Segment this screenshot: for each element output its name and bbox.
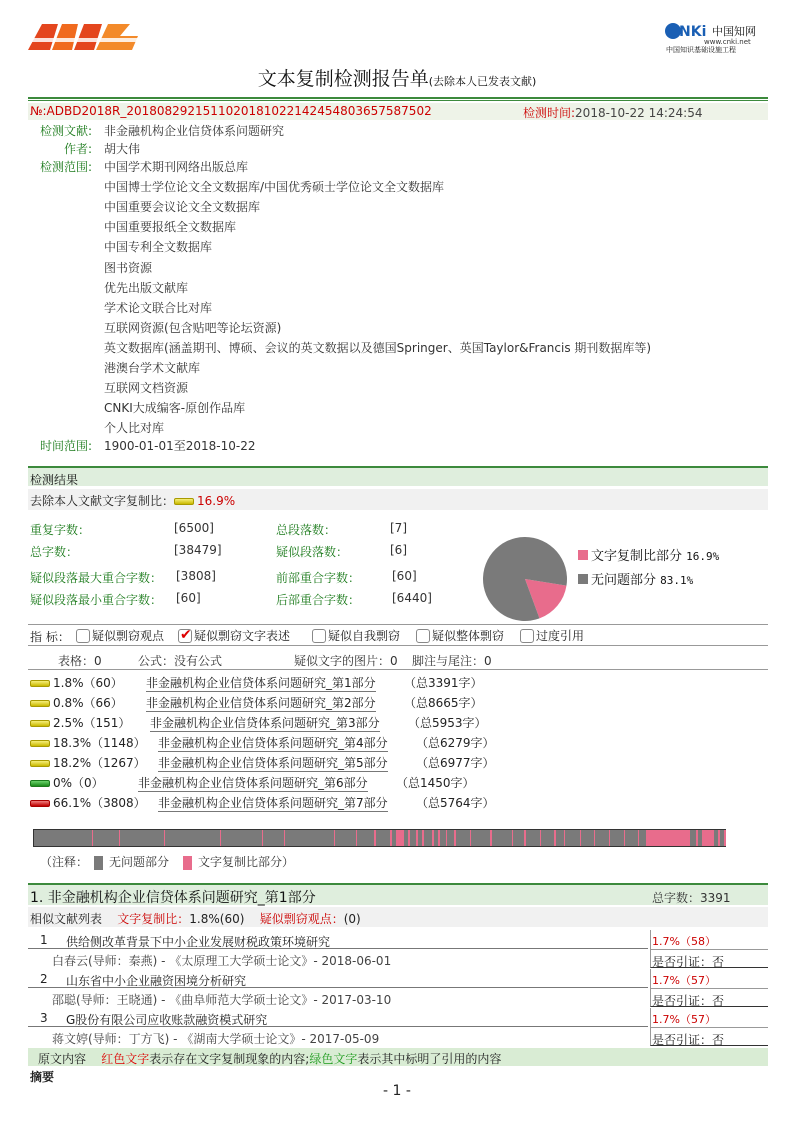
ratio-bar-icon	[174, 498, 194, 505]
gray-swatch	[94, 856, 103, 870]
part-link[interactable]: 非金融机构企业信贷体系问题研究_第6部分	[138, 776, 368, 790]
legend-value: 16.9%	[686, 550, 720, 563]
part-bar-icon	[30, 680, 50, 687]
stat-value: [6440]	[392, 591, 432, 605]
checkbox-icon[interactable]	[312, 629, 326, 643]
copy-segment	[524, 830, 526, 846]
copy-segment	[446, 830, 447, 846]
copy-segment	[490, 830, 492, 846]
scope-item: 互联网文档资源	[104, 381, 189, 396]
checkbox-icon[interactable]	[520, 629, 534, 643]
scope-item: 中国重要会议论文全文数据库	[104, 200, 261, 215]
copy-segment	[220, 830, 221, 846]
copy-segment	[119, 830, 120, 846]
svg-text:NKi: NKi	[679, 24, 707, 40]
copy-segment	[438, 830, 440, 846]
copy-segment	[454, 830, 456, 846]
part-link[interactable]: 非金融机构企业信贷体系问题研究_第7部分	[158, 796, 388, 810]
stat-value: [6]	[390, 543, 407, 557]
stat-value: [6500]	[174, 521, 214, 535]
part-link[interactable]: 非金融机构企业信贷体系问题研究_第3部分	[150, 716, 380, 730]
indicator-checkbox[interactable]: ✔ 疑似剽窃文字表述	[178, 627, 290, 644]
indicator-bar: 指 标： 疑似剽窃观点 ✔ 疑似剽窃文字表述 疑似自我剽窃 疑似整体剽窃 过度引用	[28, 624, 768, 646]
copy-segment	[396, 830, 404, 846]
scope-item: 英文数据库(涵盖期刊、博硕、会议的英文数据以及德国Springer、英国Taylor&Francis 期刊数据库等)	[104, 340, 652, 355]
scope-item: 学术论文联合比对库	[104, 300, 213, 315]
copy-segment	[374, 830, 376, 846]
scope-item: 中国学术期刊网络出版总库	[104, 160, 249, 174]
stat-label: 疑似段落最大重合字数：	[30, 571, 163, 585]
stat-label: 总段落数：	[276, 523, 337, 537]
stat-value: [60]	[392, 569, 417, 583]
part-bar-icon	[30, 760, 50, 767]
part-row: 18.3%（1148） 非金融机构企业信贷体系问题研究_第4部分 （总6279字）	[28, 732, 768, 752]
svg-text:中国知网: 中国知网	[712, 25, 756, 38]
original-content-legend: 原文内容 红色文字表示存在文字复制现象的内容;绿色文字表示其中标明了引用的内容	[28, 1048, 768, 1066]
amlc-logo	[28, 22, 154, 52]
divider	[28, 100, 768, 101]
copy-segment	[92, 830, 93, 846]
report-header-bar	[28, 103, 768, 120]
report-number: №:ADBD2018R_2018082921511020181022142454803657587502	[30, 104, 432, 118]
copy-segment	[432, 830, 434, 846]
stat-label: 重复字数：	[30, 523, 91, 537]
part-bar-icon	[30, 780, 50, 787]
abstract-heading: 摘要	[30, 1070, 55, 1084]
copy-segment	[512, 830, 513, 846]
copy-segment	[470, 830, 471, 846]
part-bar-icon	[30, 800, 50, 807]
reference-item: 2 山东省中小企业融资困境分析研究 邵聪(导师：王晓通) - 《曲阜师范大学硕士论文》- 2017-03-10 1.7%（57） 是否引证：否	[28, 969, 768, 1007]
copy-segment	[334, 830, 335, 846]
copy-segment	[580, 830, 581, 846]
part-bar-icon	[30, 720, 50, 727]
indicator-checkbox[interactable]: 疑似整体剽窃	[416, 627, 504, 644]
part-bar-icon	[30, 740, 50, 747]
copy-segment	[696, 830, 698, 846]
reference-title[interactable]: 供给侧改革背景下中小企业发展财税政策环境研究	[66, 935, 331, 949]
misc-stats: 表格：0 公式：没有公式 疑似文字的图片：0 脚注与尾注：0	[28, 649, 768, 670]
scope-item: 图书资源	[104, 260, 153, 275]
indicator-checkbox[interactable]: 疑似自我剽窃	[312, 627, 400, 644]
part-link[interactable]: 非金融机构企业信贷体系问题研究_第2部分	[146, 696, 376, 710]
part-row: 0.8%（66） 非金融机构企业信贷体系问题研究_第2部分 （总8665字）	[28, 692, 768, 712]
stat-label: 前部重合字数：	[276, 571, 361, 585]
part-link[interactable]: 非金融机构企业信贷体系问题研究_第4部分	[158, 736, 388, 750]
copy-segment	[408, 830, 410, 846]
part-row: 1.8%（60） 非金融机构企业信贷体系问题研究_第1部分 （总3391字）	[28, 672, 768, 692]
reference-title[interactable]: 山东省中小企业融资困境分析研究	[66, 974, 247, 988]
similar-list-header: 相似文献列表 文字复制比：1.8%(60) 疑似剽窃观点：(0)	[28, 907, 768, 927]
detect-time: 检测时间:2018-10-22 14:24:54	[523, 106, 703, 120]
scope-item: 中国专利全文数据库	[104, 240, 213, 255]
copy-segment	[594, 830, 595, 846]
pie-legend-entry	[578, 545, 719, 564]
copy-segment	[356, 830, 357, 846]
reference-title[interactable]: G股份有限公司应收账款融资模式研究	[66, 1013, 268, 1027]
checkbox-icon[interactable]	[416, 629, 430, 643]
legend-label: 无问题部分	[591, 573, 657, 588]
copy-segment	[284, 830, 285, 846]
copy-segment	[638, 830, 639, 846]
legend-swatch	[578, 550, 588, 560]
copy-segment	[164, 830, 165, 846]
legend-label: 文字复制比部分	[591, 549, 683, 564]
part-bar-icon	[30, 700, 50, 707]
result-ratio: 去除本人文献文字复制比： 16.9%	[28, 489, 768, 510]
reference-item: 3 G股份有限公司应收账款融资模式研究 蒋文婷(导师：丁方飞) - 《湖南大学硕士论文》- 2017-05-09 1.7%（57） 是否引证：否	[28, 1008, 768, 1046]
svg-text:www.cnki.net: www.cnki.net	[704, 38, 751, 46]
stat-label: 疑似段落数：	[276, 545, 349, 559]
part-row: 18.2%（1267） 非金融机构企业信贷体系问题研究_第5部分 （总6977字）	[28, 752, 768, 772]
result-section-title: 检测结果	[28, 466, 768, 486]
stat-label: 后部重合字数：	[276, 593, 361, 607]
svg-text:中国知识基础设施工程: 中国知识基础设施工程	[666, 46, 736, 54]
distribution-legend: （注释： 无问题部分 文字复制比部分）	[40, 855, 295, 869]
copy-segment	[718, 830, 720, 846]
scope-item: 互联网资源(包含贴吧等论坛资源)	[104, 320, 282, 335]
pink-swatch	[183, 856, 192, 870]
part-row: 2.5%（151） 非金融机构企业信贷体系问题研究_第3部分 （总5953字）	[28, 712, 768, 732]
stat-label: 疑似段落最小重合字数：	[30, 593, 163, 607]
checkbox-icon[interactable]	[178, 629, 192, 643]
part-row: 0%（0） 非金融机构企业信贷体系问题研究_第6部分 （总1450字）	[28, 772, 768, 792]
divider	[28, 97, 768, 99]
copy-segment	[724, 830, 726, 846]
page-number: - 1 -	[383, 1083, 411, 1099]
copy-segment	[702, 830, 714, 846]
stat-label: 总字数：	[30, 545, 79, 559]
copy-segment	[262, 830, 263, 846]
stat-value: [38479]	[174, 543, 222, 557]
legend-swatch	[578, 574, 588, 584]
copy-ratio-pie-chart	[482, 536, 568, 622]
copy-segment	[422, 830, 424, 846]
stat-value: [60]	[176, 591, 201, 605]
checkbox-icon[interactable]	[76, 629, 90, 643]
section1-title-bar: 1. 非金融机构企业信贷体系问题研究_第1部分 总字数：3391	[28, 883, 768, 905]
indicator-checkbox[interactable]: 过度引用	[520, 627, 584, 644]
scope-item: 个人比对库	[104, 421, 165, 436]
copy-segment	[609, 830, 610, 846]
scope-item: 中国博士学位论文全文数据库/中国优秀硕士学位论文全文数据库	[104, 180, 445, 195]
scope-item: 港澳台学术文献库	[104, 361, 201, 375]
copy-segment	[564, 830, 565, 846]
part-link[interactable]: 非金融机构企业信贷体系问题研究_第1部分	[146, 676, 376, 690]
scope-item: CNKI大成编客-原创作品库	[104, 401, 246, 416]
copy-segment	[554, 830, 556, 846]
copy-segment	[540, 830, 541, 846]
cnki-logo	[664, 20, 768, 54]
scope-item: 中国重要报纸全文数据库	[104, 220, 237, 235]
part-row: 66.1%（3808） 非金融机构企业信贷体系问题研究_第7部分 （总5764字）	[28, 792, 768, 812]
copy-segment	[646, 830, 690, 846]
stat-value: [7]	[390, 521, 407, 535]
copy-segment	[416, 830, 418, 846]
reference-item: 1 供给侧改革背景下中小企业发展财税政策环境研究 白春云(导师：秦燕) - 《太原理工大学硕士论文》- 2018-06-01 1.7%（58） 是否引证：否	[28, 930, 768, 968]
copy-distribution-bar	[33, 829, 726, 847]
copy-segment	[624, 830, 625, 846]
legend-value: 83.1%	[660, 574, 694, 587]
copy-segment	[390, 830, 392, 846]
part-link[interactable]: 非金融机构企业信贷体系问题研究_第5部分	[158, 756, 388, 770]
report-title: 文本复制检测报告单(去除本人已发表文献)	[257, 68, 537, 90]
scope-item: 优先出版文献库	[104, 280, 189, 295]
indicator-checkbox[interactable]: 疑似剽窃观点	[76, 627, 164, 644]
pie-legend-entry	[578, 569, 693, 588]
stat-value: [3808]	[176, 569, 216, 583]
